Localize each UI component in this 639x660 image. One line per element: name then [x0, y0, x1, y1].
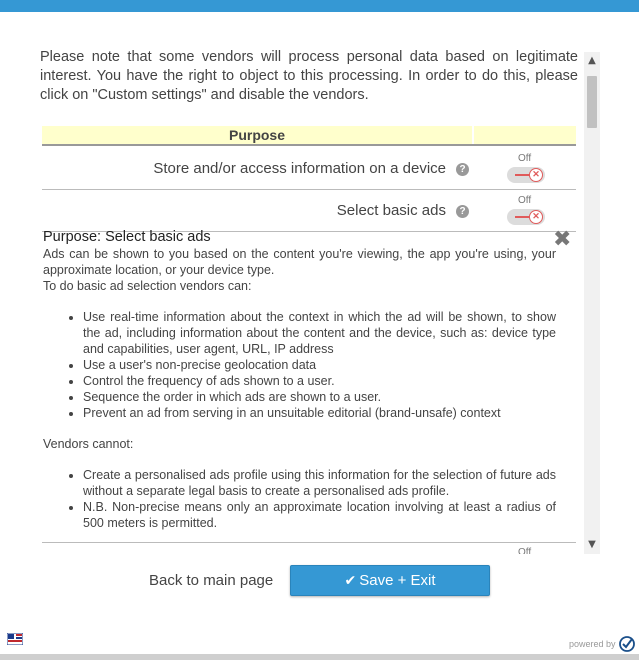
purpose-detail-panel	[43, 229, 556, 546]
legitimate-interest-notice: Please note that some vendors will process personal data based on legitimate interest. You have the right to object to this processing. In order to do this, please click on "Custom settings" and disable the vendors.	[40, 49, 578, 103]
list-item: • Prevent an ad from serving in an unsuitable editorial (brand-unsafe) context	[83, 405, 556, 421]
scrollbar-thumb[interactable]	[587, 76, 597, 128]
preferences-scroll-area[interactable]	[40, 46, 580, 554]
check-icon: ✔	[344, 573, 357, 589]
powered-by-label: powered by	[569, 639, 616, 649]
toggle-off-icon: ✕	[529, 168, 543, 182]
top-accent-bar	[0, 0, 639, 12]
vendors-can-list	[83, 309, 556, 421]
purpose-toggle-store-access[interactable]	[507, 167, 545, 183]
purpose-table-header	[42, 126, 576, 146]
bottom-bar	[0, 654, 639, 660]
list-item: • Create a personalised ads profile using this information for the selection of future ads without a separate legal basis to create a personalised ads profile.	[83, 467, 556, 499]
purpose-row-next	[42, 542, 576, 554]
trustarc-logo-icon	[619, 636, 635, 652]
vendors-cannot-list	[83, 467, 556, 531]
toggle-status: Off	[518, 195, 532, 206]
help-icon[interactable]: ?	[456, 205, 469, 218]
purpose-label: Store and/or access information on a device	[153, 160, 446, 177]
vendors-cannot-title: Vendors cannot:	[43, 437, 134, 451]
scroll-down-icon[interactable]: ▼	[588, 539, 596, 550]
purpose-label: Select basic ads	[336, 202, 446, 219]
toggle-off-icon: ✕	[529, 210, 543, 224]
purpose-column-header: Purpose	[42, 126, 474, 144]
purpose-toggle-basic-ads[interactable]	[507, 209, 545, 225]
purpose-detail-title: Purpose: Select basic ads	[43, 229, 211, 245]
scroll-up-icon[interactable]: ▲	[588, 55, 596, 66]
scrollbar[interactable]	[584, 52, 600, 554]
list-item: • Sequence the order in which ads are shown to a user.	[83, 389, 556, 405]
list-item: • Control the frequency of ads shown to a user.	[83, 373, 556, 389]
toggle-status: Off	[518, 547, 532, 554]
list-item: • N.B. Non-precise means only an approximate location involving at least a radius of 500 meters is permitted.	[83, 499, 556, 531]
purpose-detail-intro: To do basic ad selection vendors can:	[43, 279, 252, 293]
list-item: • Use a user's non-precise geolocation data	[83, 357, 556, 373]
back-to-main-page-link[interactable]: Back to main page	[149, 572, 274, 589]
language-flag-icon[interactable]	[7, 633, 23, 645]
help-icon[interactable]: ?	[456, 163, 469, 176]
purpose-row-store-access	[42, 148, 576, 190]
save-exit-label: Save + Exit	[359, 572, 436, 589]
toggle-status: Off	[518, 153, 532, 164]
list-item: • Use real-time information about the context in which the ad will be shown, to show the ad, including information about the content and the device, such as: device type and capabilities, user agent, URL, IP address	[83, 309, 556, 357]
purpose-row-basic-ads	[42, 190, 576, 232]
close-icon[interactable]: ✖	[553, 227, 572, 252]
save-exit-button[interactable]	[290, 565, 490, 596]
purpose-detail-description: Ads can be shown to you based on the content you're viewing, the app you're using, your approximate location, or your device type.	[43, 247, 556, 277]
